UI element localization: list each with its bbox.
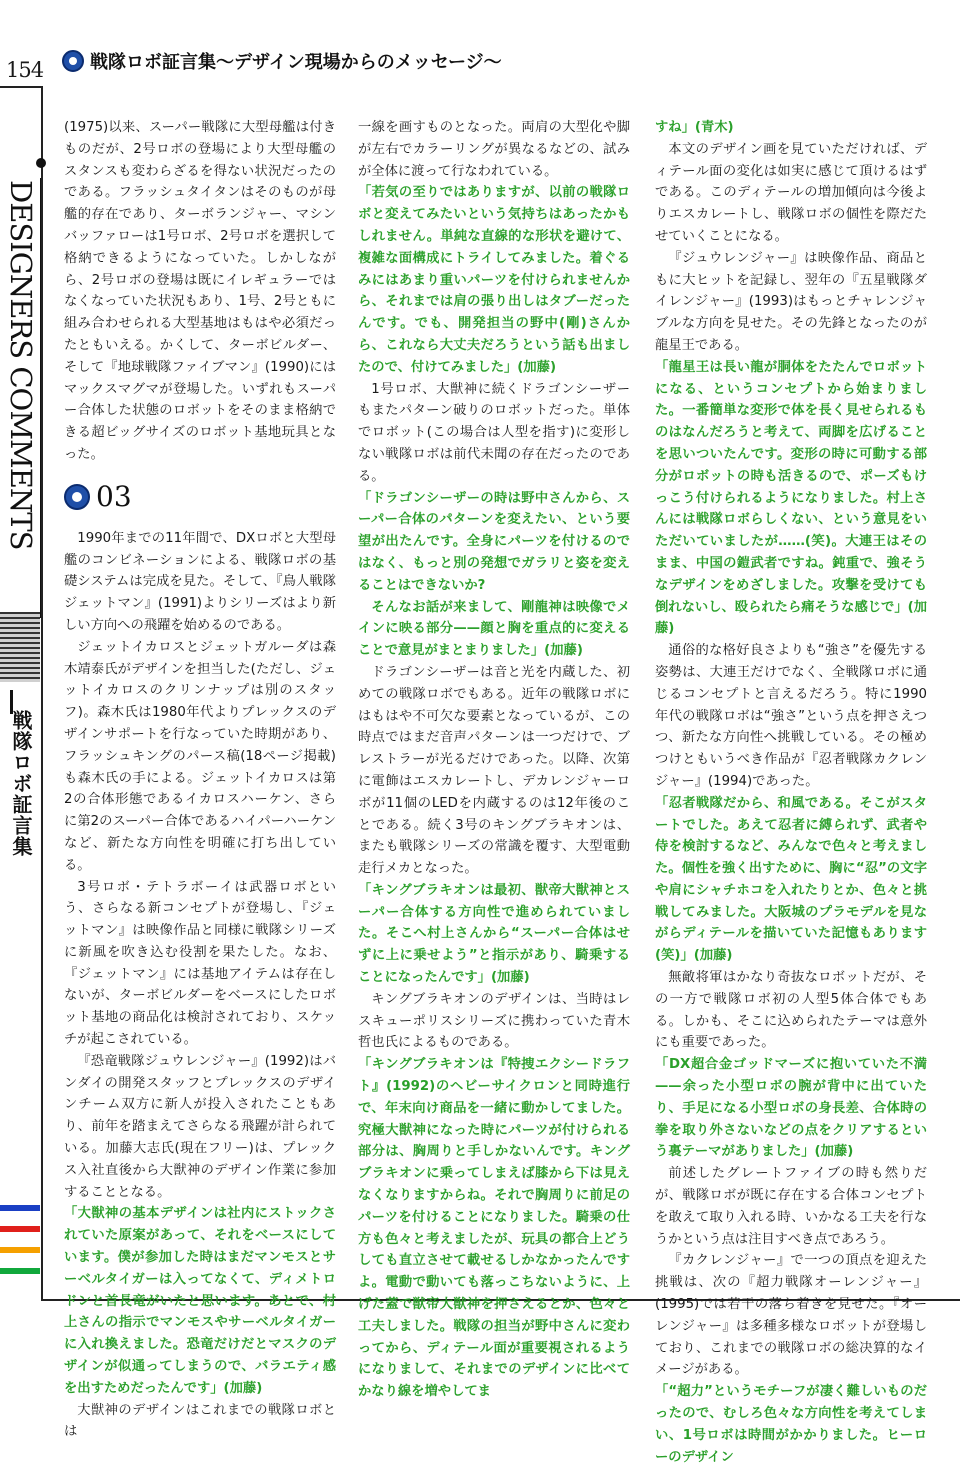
page-number: 154	[6, 58, 44, 82]
quote: 「大獣神の基本デザインは社内にストックされていた原案があって、それをベースにしています。僕が参加した時はまだマンモスとサーベルタイガーは入ってなくて、ディメトロドンと首長竜がいたと思います。あとで、村上さんの指示でマンモスやサーベルタイガーに入れ換えました。恐竜だけだとマスクのデザインが似通ってしまうので、バラエティ感を出すためだったんです」(加藤)	[64, 1206, 336, 1396]
color-bar-green	[0, 1268, 40, 1274]
header-title: 戦隊ロボ証言集〜デザイン現場からのメッセージ〜	[90, 52, 502, 73]
column-1	[64, 117, 336, 1443]
column-2	[358, 117, 630, 1403]
paragraph: ジェットイカロスとジェットガルーダは森木靖泰氏がデザインを担当した(ただし、ジェットイカロスのクリンナップは別のスタッフ)。森木氏は1980年代よりプレックスのデザインサポートを行なっていた時期があり、フラッシュキングのパース稿(18ページ掲載)も森木氏の手による。ジェットイカロスは第2の合体形態であるイカロスハーケン、さらに第2のスーパー合体であるハイパーハーケンなど、新たな方向性を明確に打ち出している。	[64, 639, 336, 873]
section-heading	[64, 466, 336, 528]
quote: 「ドラゴンシーザーの時は野中さんから、スーパー合体のパターンを変えたい、という要望が出たんです。全身にパーツを付けるのではなく、もっと別の発想でガラリと姿を変えることはできないか?	[358, 490, 630, 593]
paragraph: 本文のデザイン画を見ていただければ、ディテール面の変化は如実に感じて頂けるはずである。このディテールの増加傾向は今後よりエスカレートし、戦隊ロボの個性を際だたせていくことになる。	[655, 141, 927, 244]
paragraph: 大獣神のデザインはこれまでの戦隊ロボとは	[64, 1402, 336, 1440]
paragraph: ドラゴンシーザーは音と光を内蔵した、初めての戦隊ロボでもある。近年の戦隊ロボにはもはや不可欠な要素となっているが、この時点ではまだ音声パターンは一つだけで、ブレストラーが光るだけであった。以降、次第に電飾はエスカレートし、デカレンジャーロボが11個のLEDを内蔵するのは12年後のことである。続く3号のキングブラキオンは、またも戦隊シリーズの常識を覆す、大型電動走行メカとなった。	[358, 664, 630, 877]
stripe-decoration	[0, 612, 40, 682]
page-header	[62, 48, 502, 74]
paragraph: 無敵将軍はかなり奇抜なロボットだが、その一方で戦隊ロボ初の人型5体合体でもある。しかも、そこに込められたテーマは意外にも重要であった。	[655, 970, 927, 1051]
color-bar-red	[0, 1226, 40, 1232]
paragraph: 1号ロボ、大獣神に続くドラゴンシーザーもまたパターン破りのロボットだった。単体でロボット(この場合は人型を指す)に変形しない戦隊ロボは前代未聞の存在だったのである。	[358, 381, 630, 484]
quote: 「キングブラキオンは最初、獣帝大獣神とスーパー合体する方向性で進められていました。そこへ村上さんから“スーパー合体はせずに上に乗せよう”と指示があり、騎乗することになったんです」(加藤)	[358, 882, 630, 986]
paragraph: 通俗的な格好良さよりも“強さ”を優先する姿勢は、大連王だけでなく、全戦隊ロボに通じるコンセプトと言えるだろう。特に1990年代の戦隊ロボは“強さ”という点を押さえつつ、新たな方向性へ挑戦している。その極めつけともいうべき作品が『忍者戦隊カクレンジャー』(1994)であった。	[655, 643, 927, 789]
color-bar-yellow	[0, 1247, 40, 1253]
margin-rule	[41, 86, 43, 1300]
column-3	[655, 117, 927, 1468]
side-line	[40, 178, 41, 618]
quote: そんなお話が来まして、剛龍神は映像でメインに映る部分——顔と胸を重点的に変えることで意見がまとまりました」(加藤)	[358, 599, 630, 659]
paragraph: 『カクレンジャー』で一つの頂点を迎えた挑戦は、次の『超力戦隊オーレンジャー』(1995)では若干の落ち着きを見せた。『オーレンジャー』は多種多様なロボットが登場しており、これまでの戦隊ロボの総决算的なイメージがある。	[655, 1253, 927, 1378]
quote: 「龍星王は長い龍が胴体をたたんでロボットになる、というコンセプトから始まりました。一番簡単な変形で体を長く見せられるものはなんだろうと考えて、両脚を広げることを思いついたんです。変形の時に可動する部分がロボットの時も活きるので、ポーズもけっこう付けられるようになりました。村上さんには戦隊ロボらしくない、という意見をいただいていましたが……(笑)。大連王はそのまま、中国の鎧武者ですね。鈍重で、強そうなデザインをめざしました。攻撃を受けても倒れないし、殴られたら痛そうな感じで」(加藤)	[655, 359, 928, 637]
paragraph: 3号ロボ・テトラボーイは武器ロボという、さらなる新コンセプトが登場し、『ジェットマン』は映像作品と同様に戦隊シリーズに新風を吹き込む役割を果たした。なお、『ジェットマン』には基地アイテムは存在しないが、ターボビルダーをベースにしたロボット基地の商品化は検討されており、スケッチが起こされている。	[64, 879, 336, 1048]
circle-bullet-icon	[62, 50, 84, 72]
paragraph: 前述したグレートファイブの時も然りだが、戦隊ロボが既に存在する合体コンセプトを敢えて取り入れる時、いかなる工夫を行なうかという点は注目すべき点であろう。	[655, 1166, 927, 1247]
paragraph: (1975)以来、スーパー戦隊に大型母艦は付きものだが、2号ロボの登場により大型母艦のスタンスも変わらざるを得ない状況だったのである。フラッシュタイタンはそのものが母艦的存在であり、ターボランジャー、マシンバッファローは1号ロボ、2号ロボを選択して格納できるようになっていた。しかしながら、2号ロボの登場は既にイレギュラーではなくなっていた状況もあり、1号、2号ともに組み合わせられる大型基地はもはや必須だったともいえる。かくして、ターボビルダー、そして『地球戦隊ファイブマン』(1990)にはマックスマグマが登場した。いずれもスーパー合体した状態のロボットをそのまま格納できる超ビッグサイズのロボット基地玩具となった。	[64, 120, 336, 462]
quote: 「DX超合金ゴッドマーズに抱いていた不満——余った小型ロボの腕が背中に出ていたり、手足になる小型ロボの身長差、合体時の拳を取り外さないなどの点をクリアするという裏テーマがありました」(加藤)	[655, 1057, 927, 1160]
color-bar-blue	[0, 1205, 40, 1211]
bullet-dot-icon	[36, 158, 46, 168]
circle-bullet-icon	[64, 484, 90, 510]
side-title: DESIGNERS COMMENTS	[4, 180, 38, 550]
quote: すね」(青木)	[655, 120, 734, 135]
top-rule	[0, 86, 41, 88]
paragraph: 『恐竜戦隊ジュウレンジャー』(1992)はバンダイの開発スタッフとプレックスのデザインチーム双方に新人が投入されたこともあり、前年を踏まえてさらなる飛躍が計られている。加藤大志氏(現在フリー)は、プレックス入社直後から大獣神のデザイン作業に参加することとなる。	[64, 1053, 336, 1200]
quote: 「若気の至りではありますが、以前の戦隊ロボと変えてみたいという気持ちはあったかもしれません。単純な直線的な形状を避けて、複雑な面構成にトライしてみました。着ぐるみにはあまり重いパーツを付けられませんから、それまでは肩の張り出しはタブーだったんです。でも、開発担当の野中(剛)さんから、これなら大丈夫だろうという話も出ましたので、付けてみました」(加藤)	[358, 185, 630, 375]
quote: 「“超力”というモチーフが凄く難しいものだったので、むしろ色々な方向性を考えてしまい、1号ロボは時間がかかりました。ヒーローのデザイン	[655, 1384, 927, 1465]
section-number: 03	[96, 479, 132, 513]
paragraph: 一線を画すものとなった。両肩の大型化や脚が左右でカラーリングが異なるなどの、試みが全体に渡って行なわれている。	[358, 120, 630, 179]
paragraph: キングブラキオンのデザインは、当時はレスキューポリスシリーズに携わっていた青木哲也氏によるものである。	[358, 991, 630, 1051]
side-subtitle: 戦隊ロボ証言集	[9, 710, 33, 857]
quote: 「忍者戦隊だから、和風である。そこがスタートでした。あえて忍者に縛られず、武者や侍を検討するなど、みんなで色々と考えました。個性を強く出すために、胸に“忍”の文字や肩にシャチホコを入れたりとか、色々と挑戦してみました。大阪城のプラモデルを見ながらディテールを描いていた記憶もあります(笑)」(加藤)	[655, 795, 927, 964]
paragraph: 1990年までの11年間で、DXロボと大型母艦のコンビネーションによる、戦隊ロボの基礎システムは完成を見た。そして、『鳥人戦隊ジェットマン』(1991)よりシリーズはより新しい方向への飛躍を始めるのである。	[64, 530, 336, 633]
paragraph: 『ジュウレンジャー』は映像作品、商品ともに大ヒットを記録し、翌年の『五星戦隊ダイレンジャー』(1993)はもっとチャレンジャブルな方向を見せた。その先鋒となったのが龍星王である。	[655, 250, 927, 353]
quote: 「キングブラキオンは『特捜エクシードラフト』(1992)のヘビーサイクロンと同時進行で、年末向け商品を一緒に動かしてました。究極大獣神になった時にパーツが付けられる部分は、胸周りと手しかないんです。キングブラキオンに乗ってしまえば膝から下は見えなくなりますからね。それで胸周りに前足のパーツを付けることになりました。騎乗の仕方も色々と考えましたが、玩具の都合上どうしても直立させて載せるしかなかったんですよ。電動で動いても落っこちないように、上げた蓋で獣帝大獣神を押さえるとか、色々と工夫しました。戦隊の担当が野中さんに変わってから、ディテール面が重要視されるようになりまして、それまでのデザインに比べてかなり線を増やしてま	[358, 1057, 630, 1400]
